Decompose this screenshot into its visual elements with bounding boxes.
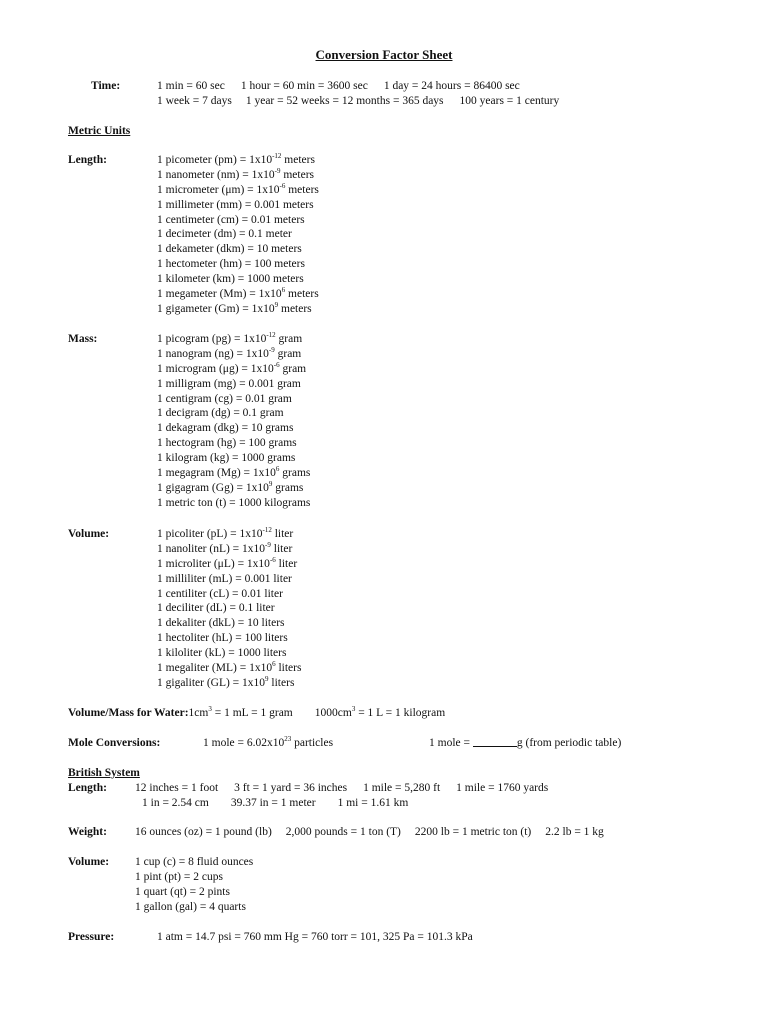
list-item	[157, 481, 310, 496]
list-item	[157, 631, 301, 646]
exponent: 9	[265, 674, 269, 683]
length-list	[157, 153, 319, 317]
list-item	[157, 661, 301, 676]
conversion-text: 1 centimeter (cm) = 0.01 meters	[157, 213, 305, 226]
list-item	[157, 272, 319, 287]
volume-list	[157, 527, 301, 691]
conversion-unit: liters	[268, 676, 295, 689]
list-item	[157, 227, 319, 242]
british-length-label: Length:	[68, 782, 107, 794]
british-length-line-2	[142, 796, 408, 811]
time-label: Time:	[91, 80, 121, 92]
conversion-text: 1 gigaliter (GL) = 1x10	[157, 676, 266, 689]
conversion-text: 1 decigram (dg) = 0.1 gram	[157, 407, 284, 420]
list-item	[157, 168, 319, 183]
conversion-text: 1 centiliter (cL) = 0.01 liter	[157, 587, 283, 600]
conversion-text: 1 nanometer (nm) = 1x10	[157, 168, 275, 181]
conversion-item: 39.37 in = 1 meter	[230, 797, 316, 809]
mass-list	[157, 332, 310, 511]
conversion-text: 1 hectometer (hm) = 100 meters	[157, 258, 305, 271]
conversion-text: 1 dekagram (dkg) = 10 grams	[157, 422, 294, 435]
conversion-text: 1 picoliter (pL) = 1x10	[157, 528, 263, 540]
conversion-item: 1 in = 2.54 cm	[142, 797, 209, 809]
conversion-text: 1 microgram (μg) = 1x10	[157, 362, 274, 375]
water-row	[68, 706, 445, 721]
conversion-text: 1 microliter (μL) = 1x10	[157, 557, 270, 570]
exponent: 3	[208, 705, 212, 713]
list-item	[157, 601, 301, 616]
water-a-post: = 1 mL = 1 gram	[211, 707, 293, 719]
conversion-item: 16 ounces (oz) = 1 pound (lb)	[135, 826, 272, 838]
conversion-text: 1 nanogram (ng) = 1x10	[157, 347, 269, 360]
list-item	[157, 496, 310, 511]
conversion-text: 1 milliliter (mL) = 0.001 liter	[157, 572, 292, 585]
fill-blank	[473, 736, 517, 747]
conversion-item: 2200 lb = 1 metric ton (t)	[414, 826, 532, 838]
time-item: 1 year = 52 weeks = 12 months = 365 days	[245, 95, 444, 107]
list-item	[157, 572, 301, 587]
mole-b-text: 1 mole =	[429, 737, 473, 749]
conversion-text: 1 kilometer (km) = 1000 meters	[157, 273, 304, 286]
page-title: Conversion Factor Sheet	[315, 47, 453, 62]
list-item	[157, 406, 310, 421]
conversion-item: 3 ft = 1 yard = 36 inches	[234, 782, 348, 794]
list-item	[157, 436, 310, 451]
list-item: 1 quart (qt) = 2 pints	[135, 885, 230, 898]
british-volume-label: Volume:	[68, 856, 110, 868]
conversion-text: 1 megameter (Mm) = 1x10	[157, 288, 282, 301]
conversion-text: 1 millimeter (mm) = 0.001 meters	[157, 198, 314, 211]
list-item	[157, 542, 301, 557]
conversion-text: 1 nanoliter (nL) = 1x10	[157, 542, 266, 555]
conversion-unit: meters	[278, 302, 312, 315]
conversion-item: 1 mile = 5,280 ft	[363, 782, 441, 794]
british-length-line-1	[135, 781, 548, 796]
water-b: 1000cm	[314, 707, 352, 719]
exponent: -12	[262, 526, 272, 534]
mole-a	[203, 736, 333, 751]
list-item	[157, 302, 319, 317]
list-item	[157, 421, 310, 436]
conversion-unit: liters	[275, 662, 302, 675]
list-item	[157, 332, 310, 347]
time-item: 1 hour = 60 min = 3600 sec	[240, 80, 368, 92]
conversion-unit: meters	[281, 154, 315, 166]
list-item	[157, 183, 319, 198]
conversion-text: 1 gigagram (Gg) = 1x10	[157, 481, 269, 494]
conversion-text: 1 hectoliter (hL) = 100 liters	[157, 632, 288, 645]
conversion-unit: meters	[285, 288, 319, 301]
exponent: 9	[268, 479, 273, 488]
exponent: 6	[275, 465, 280, 474]
time-item: 1 min = 60 sec	[157, 80, 225, 92]
weight-line	[135, 825, 604, 840]
exponent: -9	[268, 345, 275, 354]
water-b-post: = 1 L = 1 kilogram	[355, 707, 446, 719]
list-item	[157, 527, 301, 542]
exponent: -12	[272, 152, 282, 160]
conversion-item: 2.2 lb = 1 kg	[545, 826, 604, 838]
water-a: 1cm	[188, 707, 209, 719]
conversion-unit: grams	[279, 467, 311, 480]
exponent: 3	[351, 705, 356, 713]
british-heading: British System	[68, 767, 140, 779]
list-item: 1 cup (c) = 8 fluid ounces	[135, 856, 254, 868]
conversion-text: 1 megagram (Mg) = 1x10	[157, 467, 276, 480]
mass-label: Mass:	[68, 333, 98, 345]
mole-b	[429, 736, 621, 751]
time-line-1	[157, 79, 520, 94]
time-item: 1 week = 7 days	[157, 95, 232, 107]
conversion-text: 1 micrometer (μm) = 1x10	[157, 183, 280, 196]
list-item	[157, 153, 319, 168]
conversion-unit: gram	[279, 362, 307, 375]
conversion-text: 1 milligram (mg) = 0.001 gram	[157, 377, 301, 390]
exponent: -9	[274, 166, 281, 175]
time-item: 1 day = 24 hours = 86400 sec	[383, 80, 520, 92]
conversion-unit: gram	[274, 347, 302, 360]
conversion-text: 1 metric ton (t) = 1000 kilograms	[157, 496, 311, 509]
conversion-unit: grams	[272, 481, 304, 494]
conversion-text: 1 dekameter (dkm) = 10 meters	[157, 243, 302, 256]
mole-label: Mole Conversions:	[68, 737, 161, 749]
conversion-text: 1 decimeter (dm) = 0.1 meter	[157, 228, 292, 241]
volume-label: Volume:	[68, 528, 110, 540]
conversion-unit: liter	[271, 528, 294, 540]
list-item	[157, 287, 319, 302]
british-volume-list	[135, 855, 253, 915]
conversion-item: 1 mi = 1.61 km	[337, 797, 409, 809]
exponent: 23	[284, 735, 292, 743]
list-item	[157, 616, 301, 631]
list-item: 1 gallon (gal) = 4 quarts	[135, 900, 246, 913]
mole-a-text: 1 mole = 6.02x10	[203, 737, 285, 749]
list-item: 1 pint (pt) = 2 cups	[135, 870, 223, 883]
length-label: Length:	[68, 154, 107, 166]
conversion-text: 1 centigram (cg) = 0.01 gram	[157, 392, 292, 405]
list-item	[157, 257, 319, 272]
conversion-unit: meters	[285, 183, 319, 196]
conversion-item: 12 inches = 1 foot	[135, 782, 219, 794]
time-line-2	[157, 94, 559, 109]
conversion-text: 1 kilogram (kg) = 1000 grams	[157, 452, 296, 465]
pressure-text: 1 atm = 14.7 psi = 760 mm Hg = 760 torr = 101, 325 Pa = 101.3 kPa	[157, 931, 473, 943]
list-item	[157, 377, 310, 392]
exponent: -6	[269, 555, 276, 564]
conversion-unit: gram	[275, 333, 303, 345]
exponent: 6	[281, 286, 286, 295]
time-item: 100 years = 1 century	[459, 95, 560, 107]
list-item	[157, 392, 310, 407]
conversion-item: 2,000 pounds = 1 ton (T)	[285, 826, 401, 838]
conversion-text: 1 deciliter (dL) = 0.1 liter	[157, 602, 275, 615]
conversion-text: 1 hectogram (hg) = 100 grams	[157, 437, 297, 450]
mole-b-post: g (from periodic table)	[516, 737, 622, 749]
list-item	[157, 676, 301, 691]
exponent: 9	[274, 300, 279, 309]
conversion-text: 1 megaliter (ML) = 1x10	[157, 662, 273, 675]
metric-heading: Metric Units	[68, 125, 131, 137]
pressure-label: Pressure:	[68, 931, 115, 943]
list-item	[157, 557, 301, 572]
exponent: -6	[273, 360, 280, 369]
conversion-text: 1 dekaliter (dkL) = 10 liters	[157, 617, 285, 630]
list-item	[157, 587, 301, 602]
exponent: 6	[272, 660, 276, 669]
conversion-unit: liter	[275, 557, 298, 570]
list-item	[157, 213, 319, 228]
exponent: -12	[266, 331, 276, 339]
conversion-text: 1 picometer (pm) = 1x10	[157, 154, 273, 166]
list-item	[157, 646, 301, 661]
water-label: Volume/Mass for Water:	[68, 707, 189, 719]
list-item	[157, 198, 319, 213]
conversion-text: 1 kiloliter (kL) = 1000 liters	[157, 647, 287, 660]
conversion-text: 1 gigameter (Gm) = 1x10	[157, 302, 275, 315]
exponent: -6	[279, 181, 286, 190]
conversion-item: 1 mile = 1760 yards	[456, 782, 549, 794]
conversion-text: 1 picogram (pg) = 1x10	[157, 333, 267, 345]
conversion-unit: liter	[270, 542, 293, 555]
weight-label: Weight:	[68, 826, 107, 838]
mole-a-post: particles	[291, 737, 334, 749]
conversion-unit: meters	[280, 168, 314, 181]
list-item	[157, 242, 319, 257]
list-item	[157, 362, 310, 377]
list-item	[157, 466, 310, 481]
list-item	[157, 451, 310, 466]
list-item	[157, 347, 310, 362]
exponent: -9	[265, 540, 271, 549]
